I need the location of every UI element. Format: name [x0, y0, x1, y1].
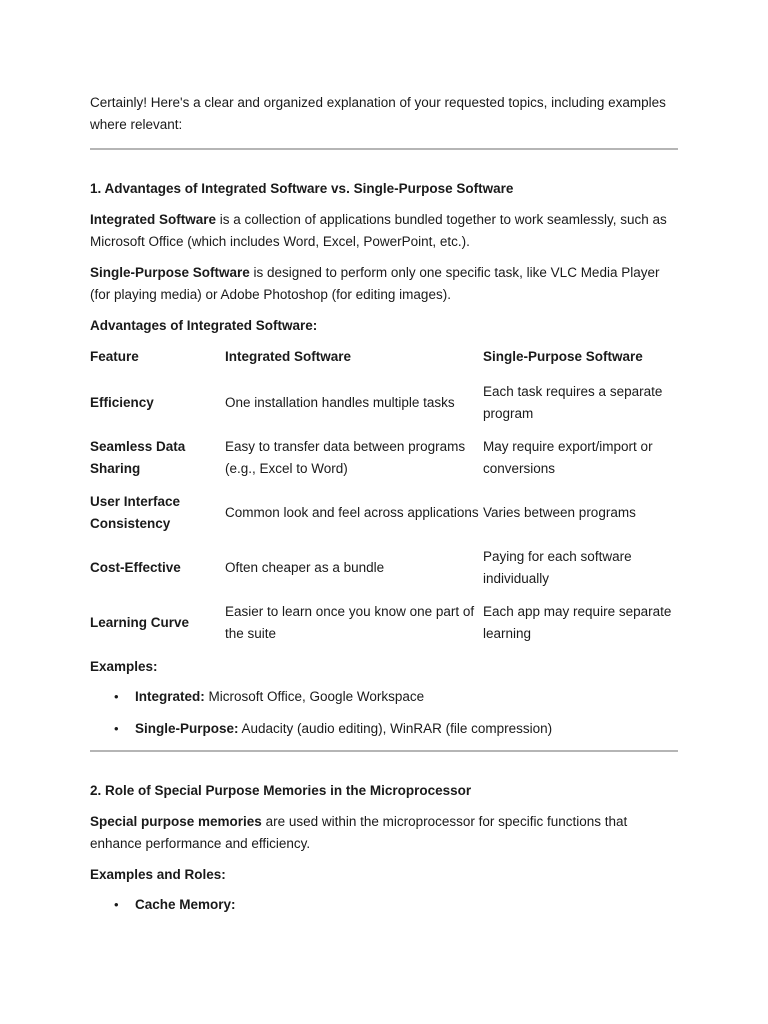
special-purpose-memories-paragraph — [90, 811, 678, 855]
list-item-text: Microsoft Office, Google Workspace — [204, 689, 425, 704]
bullet-icon: • — [114, 721, 119, 736]
intro-paragraph: Certainly! Here's a clear and organized explanation of your requested topics, including examples where relevant: — [90, 95, 666, 132]
table-row — [90, 375, 690, 430]
table-cell-feature: Efficiency — [90, 394, 154, 410]
table-cell-feature: Learning Curve — [90, 614, 190, 630]
table-cell-feature: Cost-Effective — [90, 559, 181, 575]
table-cell-feature: User Interface Consistency — [90, 493, 181, 531]
list-item-text: Audacity (audio editing), WinRAR (file compression) — [238, 721, 553, 736]
table-cell-single-purpose: Each task requires a separate program — [483, 383, 663, 421]
single-purpose-description: is designed to perform only one specific task, like VLC Media Player (for playing media) or Adobe Photoshop (for editing images). — [90, 265, 660, 302]
table-header-cell: Feature — [90, 349, 139, 364]
table-cell-single-purpose: Paying for each software individually — [483, 548, 632, 586]
table-header-row — [90, 345, 690, 375]
bullet-icon: • — [114, 897, 119, 912]
table-row — [90, 540, 690, 595]
table-header-cell: Integrated Software — [225, 349, 352, 364]
list-item — [90, 894, 678, 916]
integrated-software-description: is a collection of applications bundled together to work seamlessly, such as Microsoft Office (which includes Word, Excel, PowerPoint, etc.). — [90, 212, 667, 249]
table-cell-single-purpose: Each app may require separate learning — [483, 603, 672, 641]
table-cell-feature: Seamless Data Sharing — [90, 438, 186, 476]
section-2-heading: 2. Role of Special Purpose Memories in the Microprocessor — [90, 783, 472, 798]
section-1-heading: 1. Advantages of Integrated Software vs. Single-Purpose Software — [90, 181, 514, 196]
list-item — [90, 686, 678, 708]
table-cell-integrated: One installation handles multiple tasks — [225, 394, 455, 410]
list-item-label: Cache Memory: — [135, 897, 236, 912]
special-purpose-memories-description: are used within the microprocessor for specific functions that enhance performance and efficiency. — [90, 814, 628, 851]
examples-roles-heading: Examples and Roles: — [90, 867, 226, 882]
special-purpose-memories-term: Special purpose memories — [90, 814, 262, 829]
comparison-table — [90, 345, 690, 650]
examples-list — [90, 686, 678, 740]
integrated-software-term: Integrated Software — [90, 212, 217, 227]
single-purpose-paragraph — [90, 262, 678, 306]
bullet-icon: • — [114, 689, 119, 704]
list-item-label: Integrated: — [135, 689, 205, 704]
examples-heading: Examples: — [90, 659, 158, 674]
single-purpose-term: Single-Purpose Software — [90, 265, 250, 280]
table-cell-integrated: Common look and feel across applications — [225, 504, 479, 520]
table-row — [90, 485, 690, 540]
table-cell-single-purpose: May require export/import or conversions — [483, 438, 653, 476]
table-row — [90, 595, 690, 650]
table-cell-integrated: Easier to learn once you know one part of the suite — [225, 603, 475, 641]
integrated-software-paragraph — [90, 209, 678, 253]
table-cell-single-purpose: Varies between programs — [483, 504, 636, 520]
advantages-heading: Advantages of Integrated Software: — [90, 318, 318, 333]
table-cell-integrated: Easy to transfer data between programs (e.g., Excel to Word) — [225, 438, 466, 476]
section-divider — [90, 148, 678, 150]
table-header-cell: Single-Purpose Software — [483, 349, 643, 364]
section-divider — [90, 750, 678, 752]
list-item-label: Single-Purpose: — [135, 721, 239, 736]
table-row — [90, 430, 690, 485]
list-item — [90, 718, 678, 740]
document-page — [90, 92, 678, 926]
memory-types-list — [90, 894, 678, 916]
table-cell-integrated: Often cheaper as a bundle — [225, 559, 385, 575]
